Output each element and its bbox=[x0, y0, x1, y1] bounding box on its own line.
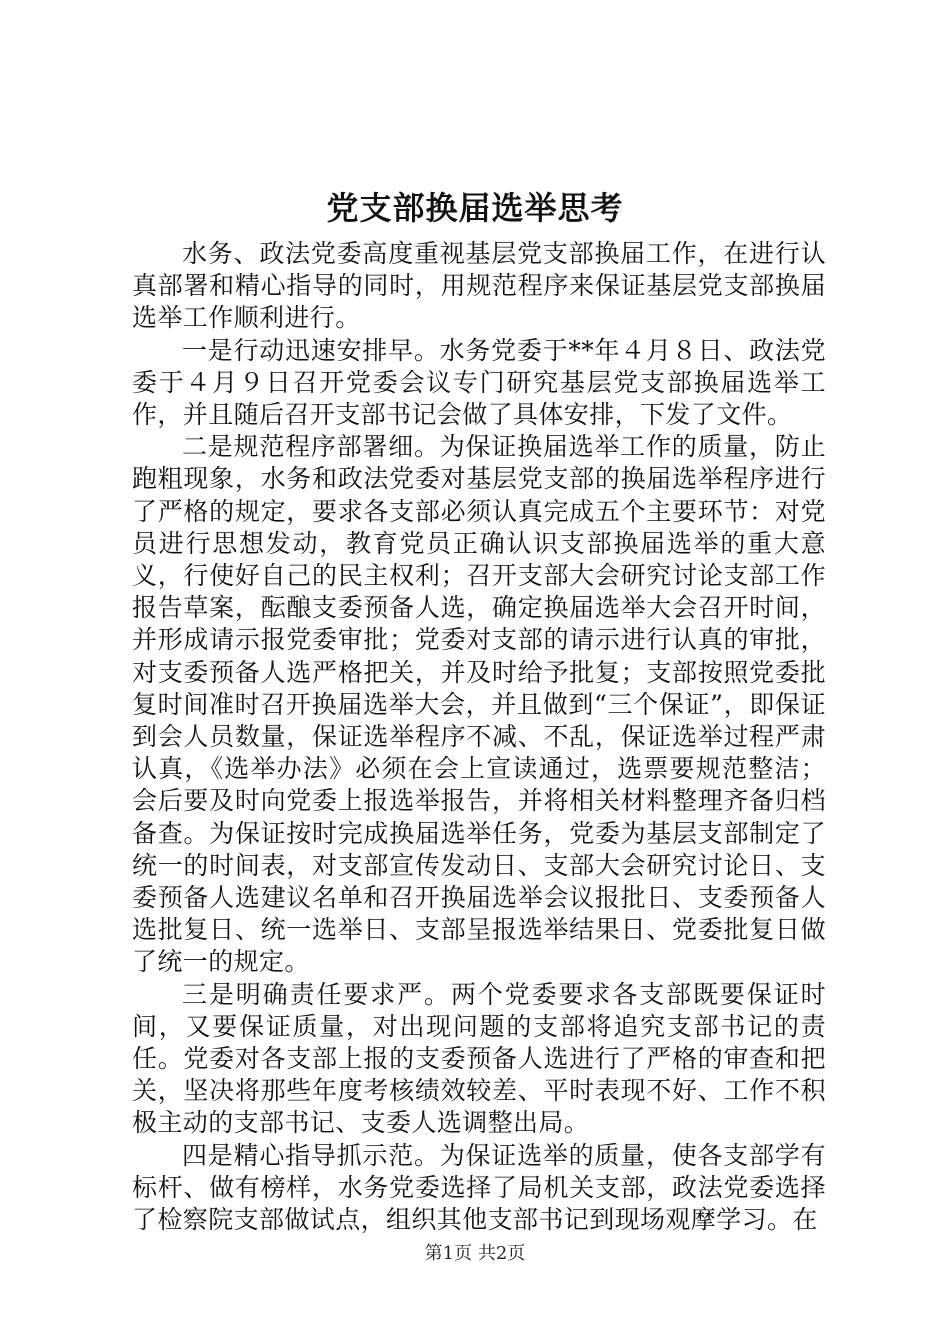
paragraph-point-4: 四是精心指导抓示范。为保证选举的质量，使各支部学有标杆、做有榜样，水务党委选择了局机关支部，政法党委选择了检察院支部做试点，组织其他支部书记到现场观摩学习。在 bbox=[132, 1140, 826, 1235]
paragraph-point-3: 三是明确责任要求严。两个党委要求各支部既要保证时间，又要保证质量，对出现问题的支部将追究支部书记的责任。党委对各支部上报的支委预备人选进行了严格的审查和把关，坚决将那些年度考核绩效较差、平时表现不好、工作不积极主动的支部书记、支委人选调整出局。 bbox=[132, 979, 826, 1138]
paragraph-intro: 水务、政法党委高度重视基层党支部换届工作，在进行认真部署和精心指导的同时，用规范程序来保证基层党支部换届选举工作顺利进行。 bbox=[132, 239, 826, 333]
document-title: 党支部换届选举思考 bbox=[326, 189, 624, 227]
paragraph-point-2: 二是规范程序部署细。为保证换届选举工作的质量，防止跑粗现象，水务和政法党委对基层党支部的换届选举程序进行了严格的规定，要求各支部必须认真完成五个主要环节：对党员进行思想发动，教育党员正确认识支部换届选举的重大意义，行使好自己的民主权利；召开支部大会研究讨论支部工作报告草案，酝酿支委预备人选，确定换届选举大会召开时间，并形成请示报党委审批；党委对支部的请示进行认真的审批，对支委预备人选严格把关，并及时给予批复；支部按照党委批复时间准时召开换届选举大会，并且做到“三个保证”，即保证到会人员数量，保证选举程序不减、不乱，保证选举过程严肃认真，《选举办法》必须在会上宣读通过，选票要规范整洁；会后要及时向党委上报选举报告，并将相关材料整理齐备归档备查。为保证按时完成换届选举任务，党委为基层支部制定了统一的时间表，对支部宣传发动日、支部大会研究讨论日、支委预备人选建议名单和召开换届选举会议报批日、支委预备人选批复日、统一选举日、支部呈报选举结果日、党委批复日做了统一的规定。 bbox=[132, 432, 826, 977]
paragraph-point-1: 一是行动迅速安排早。水务党委于**年４月８日、政法党委于４月９日召开党委会议专门研究基层党支部换届选举工作，并且随后召开支部书记会做了具体安排，下发了文件。 bbox=[132, 335, 826, 430]
document-body bbox=[132, 238, 826, 1236]
page-number-footer: 第1页 共2页 bbox=[424, 1243, 526, 1264]
